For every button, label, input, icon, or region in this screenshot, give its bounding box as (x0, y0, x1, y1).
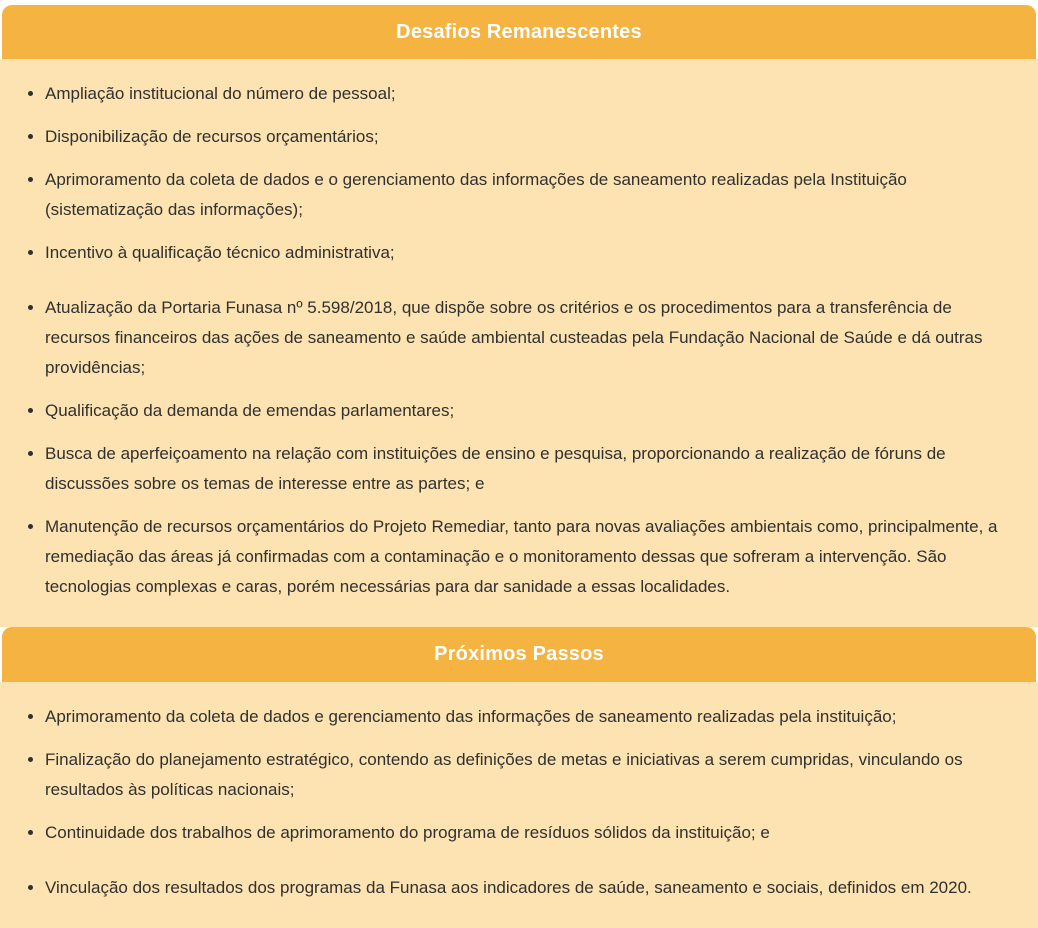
bullet-item: • Atualização da Portaria Funasa nº 5.598/2018, que dispõe sobre os critérios e os procedimentos para a transferência de recursos financeiros das ações de saneamento e saúde ambiental custeadas pela Fundação Nacional de Saúde e dá outras providências; (45, 293, 1004, 383)
section-header-proximos (2, 627, 1036, 682)
bullet-item: • Busca de aperfeiçoamento na relação com instituições de ensino e pesquisa, proporcionando a realização de fóruns de discussões sobre os temas de interesse entre as partes; e (45, 439, 1004, 499)
section-header-desafios (2, 5, 1036, 59)
bullet-item: • Vinculação dos resultados dos programas da Funasa aos indicadores de saúde, saneamento e sociais, definidos em 2020. (45, 873, 1004, 903)
section-body-proximos (0, 682, 1038, 928)
bullet-item: • Disponibilização de recursos orçamentários; (45, 122, 1004, 152)
document (0, 5, 1038, 895)
bullet-item: • Incentivo à qualificação técnico administrativa; (45, 238, 1004, 268)
bullet-item: • Aprimoramento da coleta de dados e gerenciamento das informações de saneamento realizadas pela instituição; (45, 702, 1004, 732)
section-desafios-remanescentes (0, 5, 1038, 627)
bullet-item: • Manutenção de recursos orçamentários do Projeto Remediar, tanto para novas avaliações ambientais como, principalmente, a remediação das áreas já confirmadas com a contaminação e o monitoramento dessas que sofreram a intervenção. São tecnologias complexas e caras, porém necessárias para dar sanidade a essas localidades. (45, 512, 1004, 602)
bullet-list (0, 79, 1004, 602)
bullet-list (0, 702, 1004, 903)
bullet-item: • Continuidade dos trabalhos de aprimoramento do programa de resíduos sólidos da instituição; e (45, 818, 1004, 848)
section-title: Próximos Passos (434, 643, 604, 665)
section-proximos-passos (0, 627, 1038, 928)
section-title: Desafios Remanescentes (396, 20, 642, 43)
section-body-desafios (0, 59, 1038, 627)
bullet-item: • Qualificação da demanda de emendas parlamentares; (45, 396, 1004, 426)
bullet-item: • Ampliação institucional do número de pessoal; (45, 79, 1004, 109)
bullet-item: • Aprimoramento da coleta de dados e o gerenciamento das informações de saneamento realizadas pela Instituição (sistematização das informações); (45, 165, 1004, 225)
bullet-item: • Finalização do planejamento estratégico, contendo as definições de metas e iniciativas a serem cumpridas, vinculando os resultados às políticas nacionais; (45, 745, 1004, 805)
